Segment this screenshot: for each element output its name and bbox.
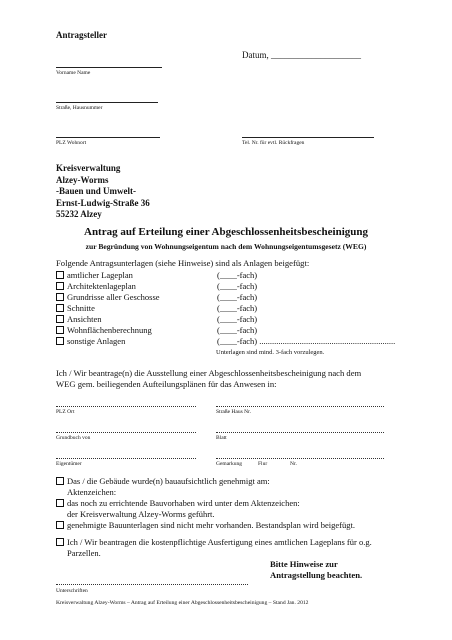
attachment-item: Architektenlageplan (____-fach) — [56, 281, 257, 291]
gemarkung-line[interactable] — [216, 458, 384, 459]
recipient-line: -Bauen und Umwelt- — [56, 186, 137, 196]
blatt-caption: Blatt — [216, 435, 227, 441]
option-missing-docs: genehmigte Bauunterlagen sind nicht mehr vorhanden. Bestandsplan wird beigefügt. — [56, 520, 355, 530]
gemarkung-caption: Gemarkung — [216, 461, 242, 467]
hint-line: Bitte Hinweise zur — [270, 559, 338, 569]
attachment-item: amtlicher Lageplan (____-fach) — [56, 270, 257, 280]
attachment-item: Grundrisse aller Geschosse (____-fach) — [56, 292, 257, 302]
plz-line[interactable] — [56, 137, 160, 138]
checkbox[interactable] — [56, 521, 64, 529]
blatt-line[interactable] — [216, 432, 384, 433]
recipient-line: Kreisverwaltung — [56, 163, 121, 173]
date-field[interactable]: Datum, ____________________ — [242, 50, 361, 60]
checkbox[interactable] — [56, 477, 64, 485]
attachments-intro: Folgende Antragsunterlagen (siehe Hinweise) sind als Anlagen beigefügt: — [56, 258, 310, 268]
document-title: Antrag auf Erteilung einer Abgeschlossenheitsbescheinigung — [84, 226, 368, 238]
request-line: WEG gem. beiliegenden Aufteilungsplänen für das Anwesen in: — [56, 379, 277, 389]
attachment-item: sonstige Anlagen (____-fach) ................................................................ — [56, 336, 395, 346]
option-planned: das noch zu errichtende Bauvorhaben wird unter dem Aktenzeichen: — [56, 498, 300, 508]
checkbox[interactable] — [56, 304, 64, 312]
street-nr-caption: Straße Haus Nr. — [216, 409, 251, 415]
street-line[interactable] — [56, 102, 158, 103]
option-site-plan-cont: Parzellen. — [67, 548, 101, 558]
eigentuemer-line[interactable] — [56, 458, 196, 459]
option-approved: Das / die Gebäude wurde(n) bauaufsichtlich genehmigt am: — [56, 476, 270, 486]
street-nr-line[interactable] — [216, 406, 384, 407]
eigentuemer-caption: Eigentümer — [56, 461, 82, 467]
document-subtitle: zur Begründung von Wohnungseigentum nach dem Wohnungseigentumsgesetz (WEG) — [85, 242, 367, 251]
request-line: Ich / Wir beantrage(n) die Ausstellung einer Abgeschlossenheitsbescheinigung nach dem — [56, 368, 362, 378]
checkbox[interactable] — [56, 326, 64, 334]
phone-caption: Tel. Nr. für evtl. Rückfragen — [242, 140, 305, 146]
attachment-item: Schnitte (____-fach) — [56, 303, 257, 313]
flur-caption: Flur — [258, 461, 268, 467]
phone-line[interactable] — [242, 137, 374, 138]
attachment-item: Wohnflächenberechnung (____-fach) — [56, 325, 257, 335]
signature-caption: Unterschriften — [56, 588, 88, 594]
grundbuch-caption: Grundbuch von — [56, 435, 91, 441]
recipient-line: Alzey-Worms — [56, 174, 109, 185]
checkbox[interactable] — [56, 538, 64, 546]
recipient-address — [56, 163, 150, 221]
option-site-plan: Ich / Wir beantragen die kostenpflichtige Ausfertigung eines amtlichen Lageplans für o.g. — [56, 537, 372, 547]
checkbox[interactable] — [56, 499, 64, 507]
plz-ort-line[interactable] — [56, 406, 196, 407]
option-planned-note: der Kreisverwaltung Alzey-Worms geführt. — [67, 509, 215, 519]
recipient-line: Ernst-Ludwig-Straße 36 — [56, 197, 150, 208]
street-caption: Straße, Hausnummer — [56, 105, 103, 111]
checkbox[interactable] — [56, 337, 64, 345]
hint-line: Antragstellung beachten. — [270, 570, 363, 580]
plz-ort-caption: PLZ Ort — [56, 409, 75, 415]
checkbox[interactable] — [56, 271, 64, 279]
checkbox[interactable] — [56, 282, 64, 290]
checkbox[interactable] — [56, 293, 64, 301]
name-caption: Vorname Name — [56, 70, 91, 76]
request-text — [56, 368, 361, 390]
plz-caption: PLZ Wohnort — [56, 140, 87, 146]
attachments-note: Unterlagen sind mind. 3-fach vorzulegen. — [216, 349, 325, 356]
nr-caption: Nr. — [290, 461, 297, 467]
checkbox[interactable] — [56, 315, 64, 323]
signature-line[interactable] — [56, 584, 248, 585]
option-approved-file-no: Aktenzeichen: — [67, 487, 117, 497]
name-line[interactable] — [56, 67, 162, 68]
hint-box — [270, 559, 362, 581]
applicant-heading: Antragsteller — [56, 30, 107, 40]
grundbuch-line[interactable] — [56, 432, 196, 433]
recipient-line: 55232 Alzey — [56, 209, 102, 219]
attachment-item: Ansichten (____-fach) — [56, 314, 257, 324]
footer: Kreisverwaltung Alzey-Worms – Antrag auf Erteilung einer Abgeschlossenheitsbescheinigung – Stand Jan. 2012 — [56, 600, 309, 606]
